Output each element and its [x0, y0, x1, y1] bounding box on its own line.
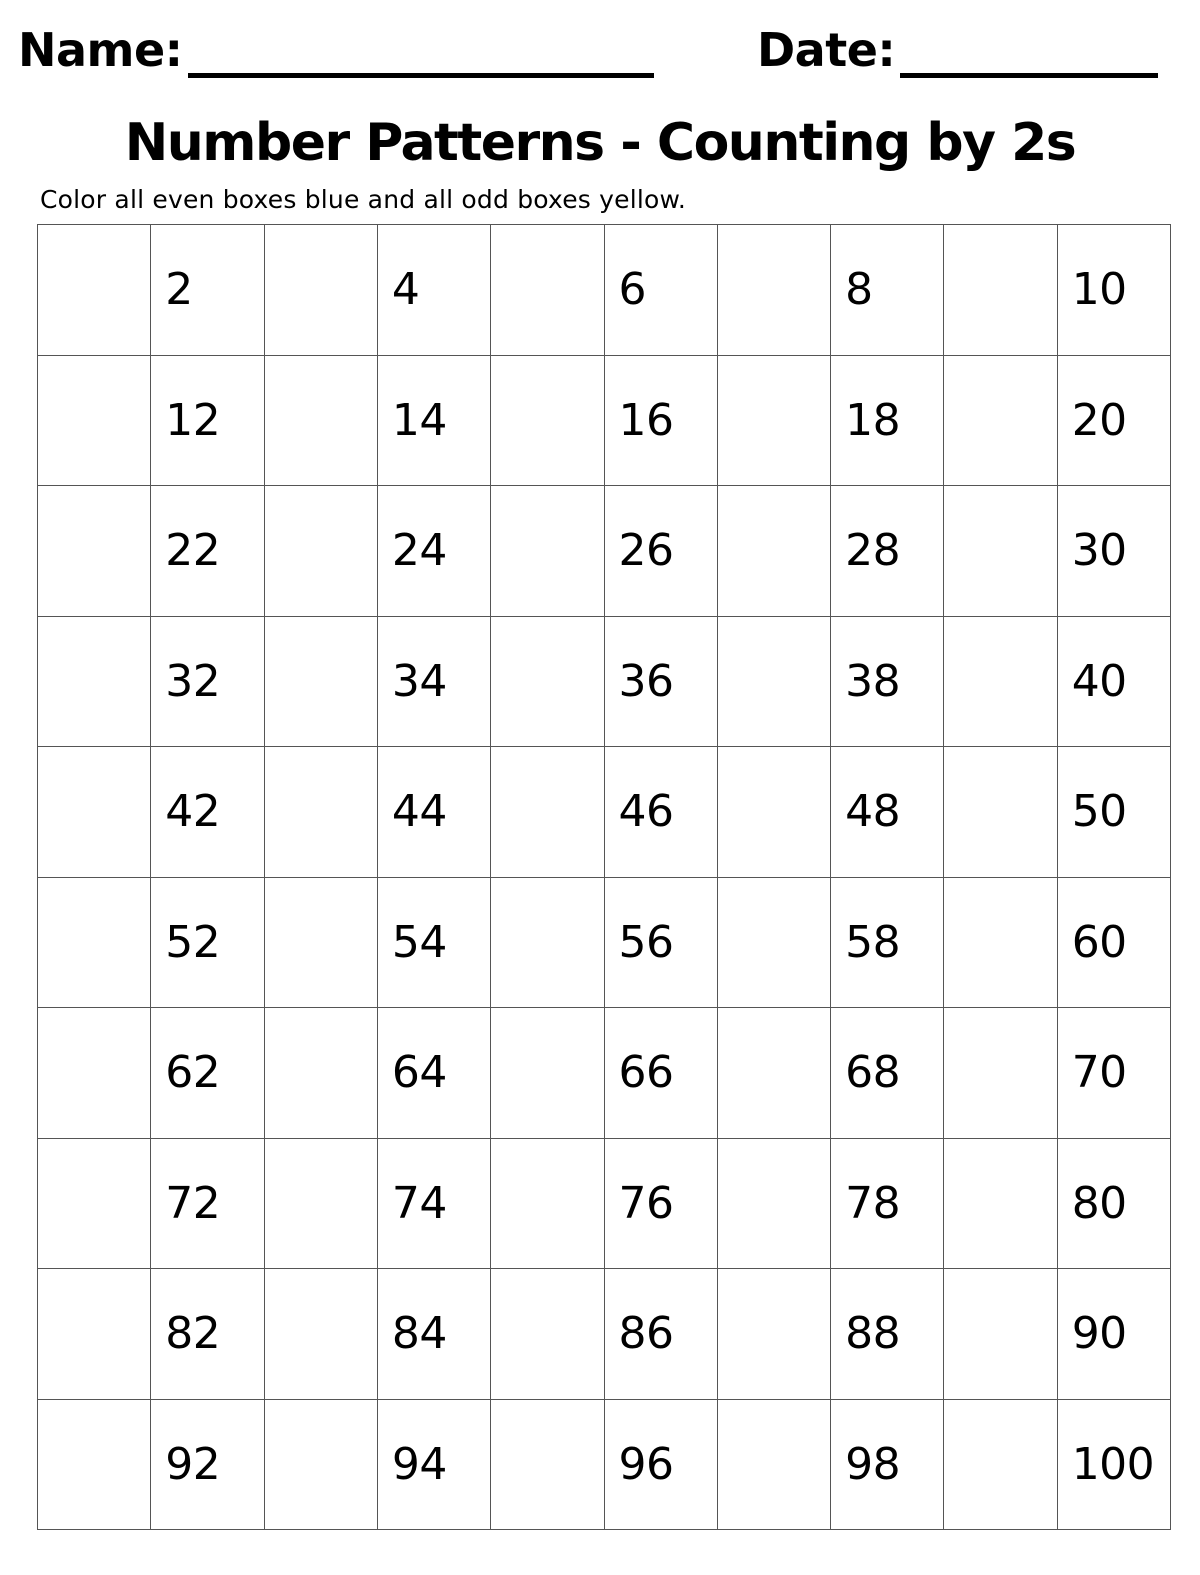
grid-cell[interactable] [378, 1269, 491, 1400]
grid-cell[interactable] [38, 1269, 151, 1400]
grid-cell[interactable] [831, 1269, 944, 1400]
grid-cell[interactable] [151, 1139, 264, 1270]
cell-number: 12 [165, 394, 221, 446]
cell-number: 18 [845, 394, 901, 446]
grid-cell[interactable] [605, 486, 718, 617]
grid-cell[interactable] [265, 356, 378, 487]
grid-cell[interactable] [1058, 356, 1171, 487]
grid-cell[interactable] [1058, 1139, 1171, 1270]
grid-cell[interactable] [831, 1008, 944, 1139]
cell-number: 54 [391, 916, 447, 968]
cell-number: 36 [618, 655, 674, 707]
cell-number: 86 [618, 1308, 674, 1360]
page-title: Number Patterns - Counting by 2s [124, 113, 1076, 173]
instructions: Color all even boxes blue and all odd boxes yellow. [40, 185, 687, 214]
date-label: Date: [757, 23, 896, 77]
cell-number: 84 [391, 1308, 447, 1360]
grid-cell[interactable] [491, 617, 604, 748]
grid-cell[interactable] [265, 1269, 378, 1400]
grid-cell[interactable] [1058, 878, 1171, 1009]
grid-cell[interactable] [491, 1008, 604, 1139]
grid-cell[interactable] [944, 486, 1057, 617]
grid-cell[interactable] [831, 878, 944, 1009]
cell-number: 64 [391, 1047, 447, 1099]
cell-number: 40 [1071, 655, 1127, 707]
grid-cell[interactable] [378, 1139, 491, 1270]
grid-cell[interactable] [944, 878, 1057, 1009]
cell-number: 76 [618, 1177, 674, 1229]
cell-number: 46 [618, 786, 674, 838]
cell-number: 58 [845, 916, 901, 968]
grid-cell[interactable] [38, 1400, 151, 1531]
cell-number: 82 [165, 1308, 221, 1360]
grid-cell[interactable] [944, 1269, 1057, 1400]
grid-cell[interactable] [831, 747, 944, 878]
grid-cell[interactable] [605, 356, 718, 487]
grid-cell[interactable] [378, 1008, 491, 1139]
cell-number: 52 [165, 916, 221, 968]
grid-cell[interactable] [605, 617, 718, 748]
grid-cell[interactable] [831, 617, 944, 748]
grid-cell[interactable] [718, 1008, 831, 1139]
cell-number: 90 [1071, 1308, 1127, 1360]
name-label: Name: [18, 23, 183, 77]
grid-cell[interactable] [265, 617, 378, 748]
cell-number: 62 [165, 1047, 221, 1099]
grid-cell[interactable] [718, 1269, 831, 1400]
cell-number: 34 [391, 655, 447, 707]
grid-cell[interactable] [151, 225, 264, 356]
cell-number: 100 [1071, 1438, 1155, 1490]
cell-number: 6 [618, 264, 646, 316]
cell-number: 10 [1071, 264, 1127, 316]
grid-cell[interactable] [378, 878, 491, 1009]
grid-cell[interactable] [265, 1139, 378, 1270]
cell-number: 38 [845, 655, 901, 707]
cell-number: 42 [165, 786, 221, 838]
cell-number: 96 [618, 1438, 674, 1490]
grid-cell[interactable] [944, 1008, 1057, 1139]
grid-cell[interactable] [151, 1400, 264, 1531]
cell-number: 16 [618, 394, 674, 446]
grid-cell[interactable] [605, 1269, 718, 1400]
grid-cell[interactable] [718, 1139, 831, 1270]
grid-cell[interactable] [831, 356, 944, 487]
cell-number: 66 [618, 1047, 674, 1099]
grid-cell[interactable] [1058, 1269, 1171, 1400]
grid-cell[interactable] [38, 747, 151, 878]
grid-cell[interactable] [491, 225, 604, 356]
cell-number: 68 [845, 1047, 901, 1099]
cell-number: 28 [845, 525, 901, 577]
grid-cell[interactable] [944, 1400, 1057, 1531]
cell-number: 32 [165, 655, 221, 707]
grid-cell[interactable] [151, 747, 264, 878]
grid-cell[interactable] [38, 486, 151, 617]
grid-cell[interactable] [1058, 617, 1171, 748]
grid-cell[interactable] [265, 747, 378, 878]
grid-cell[interactable] [718, 486, 831, 617]
grid-cell[interactable] [378, 356, 491, 487]
grid-cell[interactable] [38, 878, 151, 1009]
grid-cell[interactable] [378, 486, 491, 617]
grid-cell[interactable] [265, 225, 378, 356]
cell-number: 80 [1071, 1177, 1127, 1229]
grid-cell[interactable] [1058, 1008, 1171, 1139]
grid-cell[interactable] [605, 747, 718, 878]
grid-cell[interactable] [718, 617, 831, 748]
grid-cell[interactable] [378, 225, 491, 356]
grid-cell[interactable] [831, 1139, 944, 1270]
grid-cell[interactable] [718, 747, 831, 878]
grid-cell[interactable] [38, 225, 151, 356]
grid-cell[interactable] [831, 225, 944, 356]
grid-cell[interactable] [718, 225, 831, 356]
grid-cell[interactable] [605, 225, 718, 356]
grid-cell[interactable] [265, 1400, 378, 1531]
cell-number: 22 [165, 525, 221, 577]
grid-cell[interactable] [1058, 1400, 1171, 1531]
cell-number: 94 [391, 1438, 447, 1490]
grid-cell[interactable] [491, 1400, 604, 1531]
grid-cell[interactable] [38, 356, 151, 487]
grid-cell[interactable] [944, 617, 1057, 748]
cell-number: 24 [391, 525, 447, 577]
cell-number: 98 [845, 1438, 901, 1490]
cell-number: 4 [391, 264, 420, 316]
cell-number: 30 [1071, 525, 1127, 577]
cell-number: 48 [845, 786, 901, 838]
grid-cell[interactable] [151, 617, 264, 748]
grid-cell[interactable] [151, 1269, 264, 1400]
grid-cell[interactable] [944, 356, 1057, 487]
grid-cell[interactable] [944, 747, 1057, 878]
worksheet-header [0, 0, 1200, 100]
grid-cell[interactable] [944, 225, 1057, 356]
grid-cell[interactable] [1058, 225, 1171, 356]
grid-cell[interactable] [151, 878, 264, 1009]
grid-cell[interactable] [605, 1008, 718, 1139]
grid-cell[interactable] [944, 1139, 1057, 1270]
cell-number: 44 [391, 786, 447, 838]
cell-number: 20 [1071, 394, 1127, 446]
grid-cell[interactable] [378, 747, 491, 878]
cell-number: 14 [391, 394, 447, 446]
grid-cell[interactable] [605, 1400, 718, 1531]
grid-cell[interactable] [831, 486, 944, 617]
grid-cell[interactable] [1058, 747, 1171, 878]
date-field[interactable] [900, 73, 1158, 78]
grid-cell[interactable] [151, 356, 264, 487]
grid-cell[interactable] [491, 1139, 604, 1270]
grid-cell[interactable] [718, 356, 831, 487]
cell-number: 70 [1071, 1047, 1127, 1099]
cell-number: 56 [618, 916, 674, 968]
grid-cell[interactable] [265, 1008, 378, 1139]
grid-cell[interactable] [718, 1400, 831, 1531]
grid-cell[interactable] [378, 617, 491, 748]
grid-cell[interactable] [605, 878, 718, 1009]
cell-number: 60 [1071, 916, 1127, 968]
cell-number: 2 [165, 264, 193, 316]
cell-number: 26 [618, 525, 674, 577]
cell-number: 74 [391, 1177, 447, 1229]
grid-cell[interactable] [831, 1400, 944, 1531]
cell-number: 50 [1071, 786, 1127, 838]
grid-cell[interactable] [38, 1008, 151, 1139]
grid-cell[interactable] [491, 486, 604, 617]
grid-cell[interactable] [491, 878, 604, 1009]
grid-cell[interactable] [265, 486, 378, 617]
grid-cell[interactable] [151, 486, 264, 617]
grid-cell[interactable] [151, 1008, 264, 1139]
grid-cell[interactable] [265, 878, 378, 1009]
grid-cell[interactable] [491, 356, 604, 487]
grid-cell[interactable] [491, 1269, 604, 1400]
cell-number: 88 [845, 1308, 901, 1360]
name-field[interactable] [188, 73, 654, 78]
cell-number: 72 [165, 1177, 221, 1229]
grid-cell[interactable] [605, 1139, 718, 1270]
grid-cell[interactable] [38, 1139, 151, 1270]
cell-number: 8 [845, 264, 873, 316]
number-grid [37, 224, 1171, 1530]
grid-cell[interactable] [491, 747, 604, 878]
grid-cell[interactable] [378, 1400, 491, 1531]
grid-cell[interactable] [718, 878, 831, 1009]
cell-number: 92 [165, 1438, 221, 1490]
cell-number: 78 [845, 1177, 901, 1229]
grid-cell[interactable] [1058, 486, 1171, 617]
grid-cell[interactable] [38, 617, 151, 748]
